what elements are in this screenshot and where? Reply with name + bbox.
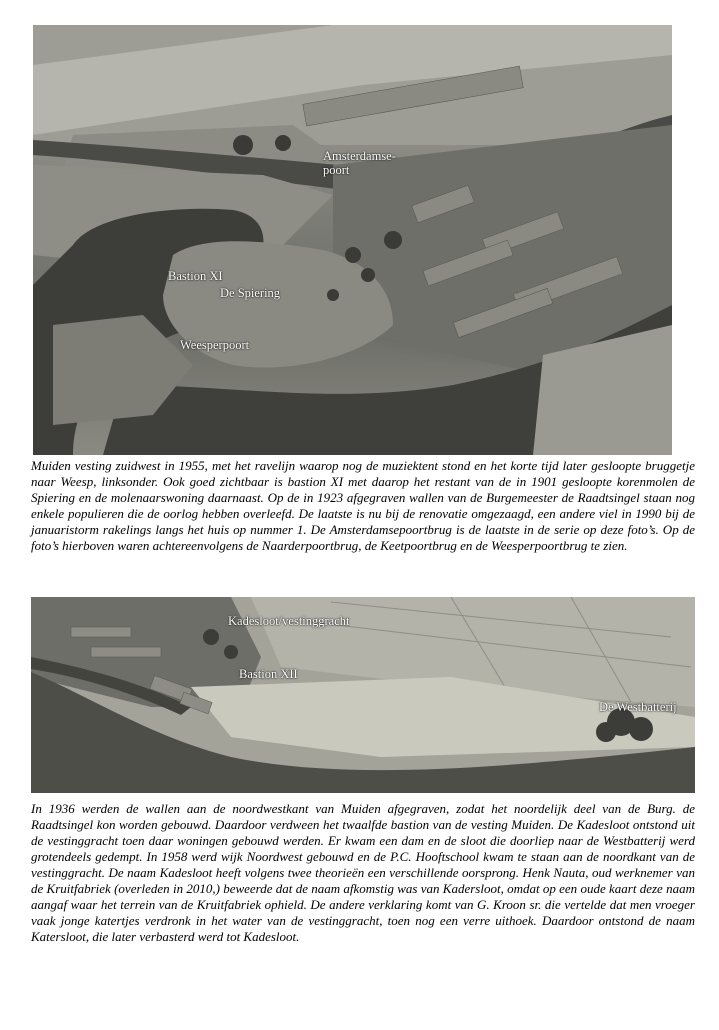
aerial-photo-northwest-drawing [31, 597, 695, 793]
caption-photo-1955: Muiden vesting zuidwest in 1955, met het ravelijn waarop nog de muziektent stond en het korte tijd later gesloopte bruggetje naar Weesp, linksonder. Ook goed zichtbaar is bastion XI met daarop het restant van de in 1901 gesloopte korenmolen de Spiering en de molenaarswoning daarnaast. Op de in 1923 afgegraven wallen van de Burgemeester de Raadtsingel staan nog enkele populieren die de oorlog hebben overleefd. De laatste is nu bij de renovatie omgezaagd, een andere viel in 1990 bij de januaristorm rakelings langs het huis op nummer 1. De Amsterdamsepoortbrug is de laatste in de serie op deze foto’s. Op de foto’s hierboven waren achtereenvolgens de Naarderpoortbrug, de Keetpoortbrug en de Weesperpoortbrug te zien. [31, 458, 695, 553]
label-bastion-xii: Bastion XII [239, 667, 298, 681]
caption-photo-northwest: In 1936 werden de wallen aan de noordwestkant van Muiden afgegraven, zodat het noordelijk deel van de Burg. de Raadtsingel kon worden gebouwd. Daardoor verdween het twaalfde bastion van de vesting Muiden. De Kadesloot ontstond uit de vestinggracht toen daar woningen gebouwd werden. Er kwam een dam en de sloot die doorliep naar de Westbatterij werd grotendeels gedempt. In 1958 werd wijk Noordwest gebouwd en de P.C. Hooftschool kwam te staan aan de noordkant van de vestinggracht. De naam Kadesloot heeft volgens twee theorieën een verschillende oorsprong. Henk Nauta, oud werknemer van de Kruitfabriek (overleden in 2010,) beweerde dat de naam afkomstig was van Kadersloot, omdat op een oude kaart deze naam aangaf waar het terrein van de Kruitfabriek ophield. De andere verklaring komt van G. Kroon sr. die vertelde dat men vroeger vaak jonge katertjes verdronk in het water van de vestinggracht, toen nog een verre uithoek. Daardoor ontstond de naam Katersloot, die later verbasterd werd tot Kadesloot. [31, 801, 695, 944]
label-de-spiering: De Spiering [220, 286, 281, 300]
aerial-photo-1955 [33, 25, 672, 455]
label-amsterdamse-poort: Amsterdamse- poort [323, 149, 396, 178]
label-bastion-xi: Bastion XI [168, 269, 223, 283]
label-de-westbatterij: De Westbatterij [599, 700, 677, 714]
aerial-photo-northwest [31, 597, 695, 793]
aerial-photo-1955-drawing [33, 25, 672, 455]
label-kadesloot-vestinggracht: Kadesloot/vestinggracht [228, 614, 350, 628]
label-weesperpoort: Weesperpoort [180, 338, 250, 352]
